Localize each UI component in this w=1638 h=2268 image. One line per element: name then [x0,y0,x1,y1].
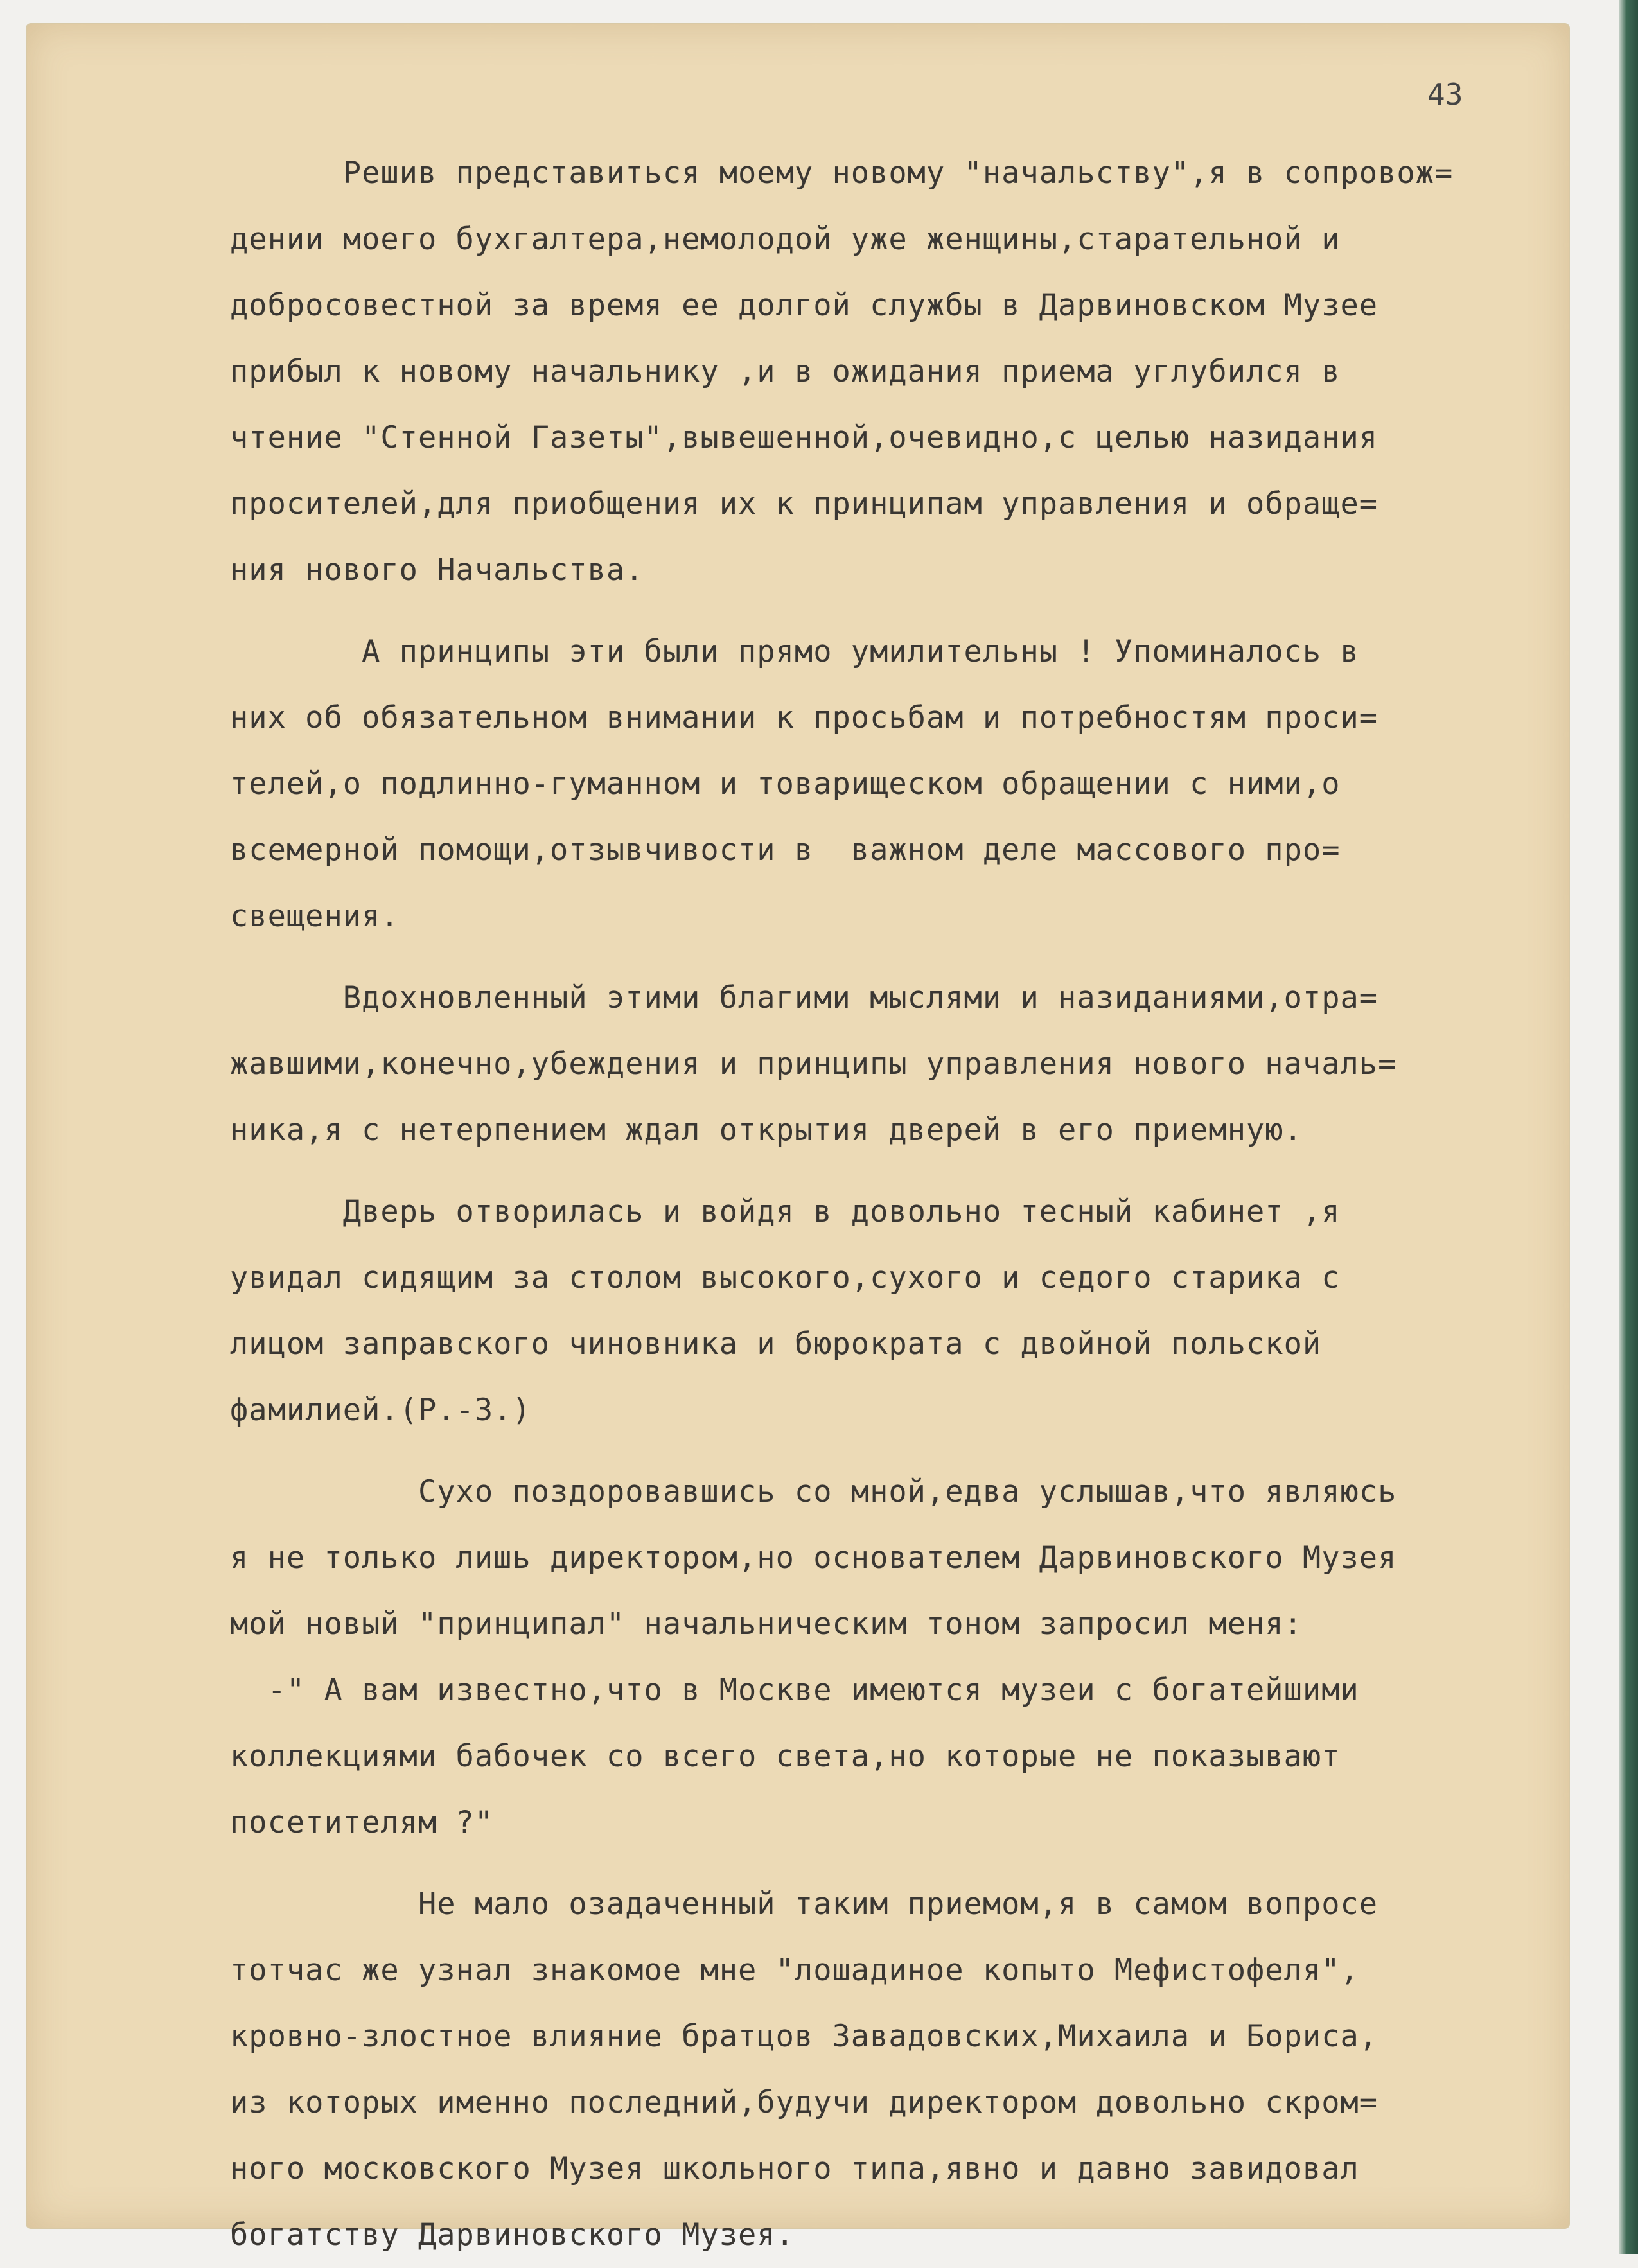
paragraph-3 [230,965,1554,1163]
text-line: всемерной помощи,отзывчивости в важном деле массового про= [230,832,1341,868]
paragraph-6 [230,1871,1554,2268]
paragraph-5 [230,1459,1554,1856]
text-line: фамилией.(Р.-З.) [230,1393,531,1428]
text-line: я не только лишь директором,но основателем Дарвиновского Музея [230,1540,1397,1576]
text-line: Не мало озадаченный таким приемом,я в самом вопросе [230,1886,1378,1922]
text-line: ного московского Музея школьного типа,явно и давно завидовал [230,2151,1359,2186]
text-line: ника,я с нетерпением ждал открытия дверей в его приемную. [230,1112,1303,1148]
text-line: Сухо поздоровавшись со мной,едва услышав,что являюсь [230,1474,1397,1509]
text-line: чтение "Стенной Газеты",вывешенной,очевидно,с целью назидания [230,420,1378,455]
text-line: Дверь отворилась и войдя в довольно тесный кабинет ,я [230,1194,1341,1229]
text-line: прибыл к новому начальнику ,и в ожидания приема углубился в [230,354,1341,389]
text-line: лицом заправского чиновника и бюрократа с двойной польской [230,1326,1322,1362]
text-line: мой новый "принципал" начальническим тоном запросил меня: [230,1606,1303,1642]
text-line: дении моего бухгалтера,немолодой уже женщины,старательной и [230,222,1341,257]
text-line: увидал сидящим за столом высокого,сухого и седого старика с [230,1260,1341,1296]
text-line: богатству Дарвиновского Музея. [230,2217,795,2253]
text-line: ния нового Начальства. [230,552,644,588]
text-line: Вдохновленный этими благими мыслями и назиданиями,отра= [230,980,1378,1015]
text-line: телей,о подлинно-гуманном и товарищеском обращении с ними,о [230,766,1341,802]
text-line: коллекциями бабочек со всего света,но которые не показывают [230,1739,1341,1774]
typewritten-text [230,140,1554,2268]
scan-edge [1619,0,1638,2254]
text-line: посетителям ?" [230,1805,494,1840]
text-line: А принципы эти были прямо умилительны ! Упоминалось в [230,634,1359,669]
text-line: жавшими,конечно,убеждения и принципы управления нового началь= [230,1046,1397,1082]
text-line: -" А вам известно,что в Москве имеются музеи с богатейшими [230,1673,1359,1708]
page-number: 43 [1427,77,1463,112]
text-line: тотчас же узнал знакомое мне "лошадиное копыто Мефистофеля", [230,1953,1359,1988]
paragraph-4 [230,1179,1554,1443]
text-line: кровно-злостное влияние братцов Завадовских,Михаила и Бориса, [230,2019,1378,2054]
text-line: свещения. [230,899,400,934]
text-line: из которых именно последний,будучи директором довольно скром= [230,2085,1378,2120]
text-line: Решив представиться моему новому "начальству",я в сопровож= [230,155,1454,191]
text-line: них об обязательном внимании к просьбам и потребностям проси= [230,700,1378,735]
paragraph-2 [230,619,1554,949]
text-line: добросовестной за время ее долгой службы в Дарвиновском Музее [230,288,1378,323]
text-line: просителей,для приобщения их к принципам управления и обраще= [230,486,1378,522]
paragraph-1 [230,140,1554,603]
